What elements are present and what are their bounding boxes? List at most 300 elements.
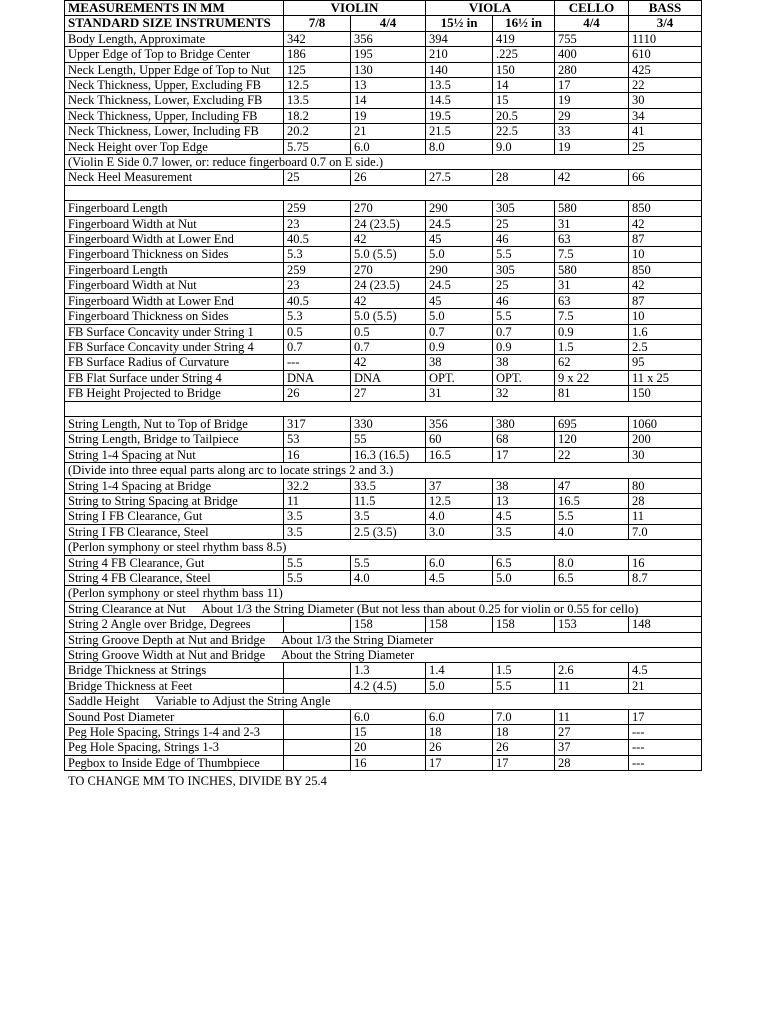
value-cell: 60 xyxy=(426,432,493,447)
value-cell: 4.2 (4.5) xyxy=(351,678,426,693)
row-label: Fingerboard Thickness on Sides xyxy=(65,247,284,262)
value-cell: 16 xyxy=(629,555,702,570)
row-label: Saddle Height xyxy=(68,694,140,709)
value-cell: 68 xyxy=(493,432,555,447)
value-cell: 7.5 xyxy=(555,247,629,262)
row-label: Neck Thickness, Upper, Excluding FB xyxy=(65,78,284,93)
value-cell: 29 xyxy=(555,108,629,123)
row-label: Neck Length, Upper Edge of Top to Nut xyxy=(65,62,284,77)
row-label: Upper Edge of Top to Bridge Center xyxy=(65,47,284,62)
value-cell: 80 xyxy=(629,478,702,493)
row-label: Fingerboard Thickness on Sides xyxy=(65,309,284,324)
value-cell: 42 xyxy=(555,170,629,185)
row-label: String 4 FB Clearance, Steel xyxy=(65,571,284,586)
value-cell: 0.7 xyxy=(284,339,351,354)
note-text: (Perlon symphony or steel rhythm bass 8.5) xyxy=(65,540,702,555)
table-row xyxy=(65,416,702,431)
value-cell: 4.0 xyxy=(555,524,629,539)
group-viola: VIOLA xyxy=(426,1,555,16)
value-cell: 0.7 xyxy=(493,324,555,339)
value-cell: 4.5 xyxy=(493,509,555,524)
row-label: FB Surface Concavity under String 4 xyxy=(65,339,284,354)
value-cell: 0.9 xyxy=(426,339,493,354)
value-cell: 12.5 xyxy=(284,78,351,93)
value-cell: 3.5 xyxy=(284,509,351,524)
table-body xyxy=(65,31,702,770)
value-cell: 95 xyxy=(629,355,702,370)
table-row xyxy=(65,725,702,740)
row-label: FB Surface Radius of Curvature xyxy=(65,355,284,370)
value-cell: 3.5 xyxy=(493,524,555,539)
value-cell: 32.2 xyxy=(284,478,351,493)
value-cell: 6.0 xyxy=(426,555,493,570)
group-cello: CELLO xyxy=(555,1,629,16)
table-row xyxy=(65,755,702,770)
value-cell: 153 xyxy=(555,617,629,632)
row-label: Fingerboard Width at Nut xyxy=(65,216,284,231)
value-cell: 26 xyxy=(284,386,351,401)
table-row xyxy=(65,355,702,370)
value-cell: 2.5 xyxy=(629,339,702,354)
value-cell: 6.5 xyxy=(493,555,555,570)
value-cell: 342 xyxy=(284,31,351,46)
table-row xyxy=(65,93,702,108)
blank-row xyxy=(65,401,702,416)
value-cell: 7.0 xyxy=(493,709,555,724)
value-cell: 7.0 xyxy=(629,524,702,539)
value-cell: 158 xyxy=(351,617,426,632)
value-cell: 125 xyxy=(284,62,351,77)
value-cell: 47 xyxy=(555,478,629,493)
value-cell: 394 xyxy=(426,31,493,46)
blank-row xyxy=(65,185,702,200)
table-row xyxy=(65,432,702,447)
table-row xyxy=(65,124,702,139)
value-cell: 9 x 22 xyxy=(555,370,629,385)
note-cell xyxy=(65,694,702,709)
note-row xyxy=(65,540,702,555)
value-cell: 66 xyxy=(629,170,702,185)
value-cell: 11.5 xyxy=(351,493,426,508)
table-row xyxy=(65,709,702,724)
value-cell: 5.0 (5.5) xyxy=(351,247,426,262)
table-row xyxy=(65,740,702,755)
value-cell: 330 xyxy=(351,416,426,431)
value-cell: 22.5 xyxy=(493,124,555,139)
size-cello-4-4: 4/4 xyxy=(555,16,629,31)
value-cell: 33.5 xyxy=(351,478,426,493)
table-row xyxy=(65,139,702,154)
value-cell: 19 xyxy=(555,93,629,108)
note-row xyxy=(65,648,702,663)
value-cell: 40.5 xyxy=(284,232,351,247)
header-row-sizes xyxy=(65,16,702,31)
note-cell xyxy=(65,632,702,647)
row-label: Neck Heel Measurement xyxy=(65,170,284,185)
value-cell: 28 xyxy=(629,493,702,508)
value-cell: 356 xyxy=(351,31,426,46)
table-row xyxy=(65,62,702,77)
note-row xyxy=(65,586,702,601)
value-cell: 25 xyxy=(493,216,555,231)
value-cell: 1.3 xyxy=(351,663,426,678)
table-row xyxy=(65,201,702,216)
size-viola-15: 15½ in xyxy=(426,16,493,31)
value-cell: 4.0 xyxy=(426,509,493,524)
value-cell: 5.0 xyxy=(426,309,493,324)
row-label: String to String Spacing at Bridge xyxy=(65,493,284,508)
value-cell: 200 xyxy=(629,432,702,447)
value-cell: 8.7 xyxy=(629,571,702,586)
value-cell: 130 xyxy=(351,62,426,77)
value-cell: 42 xyxy=(351,293,426,308)
value-cell: 28 xyxy=(555,755,629,770)
value-cell: 17 xyxy=(493,755,555,770)
value-cell: 30 xyxy=(629,447,702,462)
value-cell: DNA xyxy=(351,370,426,385)
value-cell: 3.0 xyxy=(426,524,493,539)
table-row xyxy=(65,216,702,231)
note-text: (Violin E Side 0.7 lower, or: reduce fingerboard 0.7 on E side.) xyxy=(65,155,702,170)
value-cell: 6.5 xyxy=(555,571,629,586)
header-row-groups xyxy=(65,1,702,16)
value-cell: --- xyxy=(629,755,702,770)
value-cell: 1.5 xyxy=(555,339,629,354)
value-cell: 18 xyxy=(493,725,555,740)
value-cell: 11 xyxy=(284,493,351,508)
value-cell: 148 xyxy=(629,617,702,632)
value-cell: --- xyxy=(629,740,702,755)
value-cell: 850 xyxy=(629,262,702,277)
table-row xyxy=(65,678,702,693)
value-cell xyxy=(284,755,351,770)
value-cell: 31 xyxy=(555,216,629,231)
table-row xyxy=(65,170,702,185)
row-label: FB Surface Concavity under String 1 xyxy=(65,324,284,339)
value-cell: 695 xyxy=(555,416,629,431)
value-cell: 45 xyxy=(426,293,493,308)
value-cell: 14 xyxy=(493,78,555,93)
value-cell: 259 xyxy=(284,262,351,277)
value-cell: 18 xyxy=(426,725,493,740)
row-label: Fingerboard Width at Lower End xyxy=(65,232,284,247)
note-text: (Divide into three equal parts along arc to locate strings 2 and 3.) xyxy=(65,463,702,478)
value-cell: 9.0 xyxy=(493,139,555,154)
value-cell: 8.0 xyxy=(555,555,629,570)
value-cell: 21 xyxy=(351,124,426,139)
row-label: Neck Thickness, Lower, Excluding FB xyxy=(65,93,284,108)
value-cell: 81 xyxy=(555,386,629,401)
value-cell: 32 xyxy=(493,386,555,401)
row-label: Pegbox to Inside Edge of Thumbpiece xyxy=(65,755,284,770)
value-cell: 19 xyxy=(351,108,426,123)
note-cell xyxy=(65,648,702,663)
row-label: FB Height Projected to Bridge xyxy=(65,386,284,401)
value-cell: 5.0 xyxy=(493,571,555,586)
value-cell: 19.5 xyxy=(426,108,493,123)
row-label: String I FB Clearance, Steel xyxy=(65,524,284,539)
value-cell: 20 xyxy=(351,740,426,755)
row-label: Fingerboard Width at Nut xyxy=(65,278,284,293)
table-row xyxy=(65,524,702,539)
value-cell: 38 xyxy=(493,355,555,370)
value-cell: 11 xyxy=(555,678,629,693)
table-row xyxy=(65,293,702,308)
value-cell: OPT. xyxy=(493,370,555,385)
table-row xyxy=(65,108,702,123)
value-cell: 5.75 xyxy=(284,139,351,154)
note-cell xyxy=(65,601,702,616)
value-cell xyxy=(284,709,351,724)
value-cell: 10 xyxy=(629,247,702,262)
value-cell: 210 xyxy=(426,47,493,62)
value-cell: 21.5 xyxy=(426,124,493,139)
value-cell: 5.0 (5.5) xyxy=(351,309,426,324)
table-subtitle: STANDARD SIZE INSTRUMENTS xyxy=(65,16,284,31)
value-cell: 25 xyxy=(284,170,351,185)
value-cell: 40.5 xyxy=(284,293,351,308)
table-row xyxy=(65,247,702,262)
row-label: Fingerboard Width at Lower End xyxy=(65,293,284,308)
row-label: String Groove Depth at Nut and Bridge xyxy=(68,632,266,647)
value-cell: 15 xyxy=(493,93,555,108)
row-label: String Clearance at Nut xyxy=(68,601,186,616)
row-label: String 1-4 Spacing at Bridge xyxy=(65,478,284,493)
note-row xyxy=(65,694,702,709)
row-label: FB Flat Surface under String 4 xyxy=(65,370,284,385)
value-cell: 14.5 xyxy=(426,93,493,108)
table-row xyxy=(65,663,702,678)
value-cell: 42 xyxy=(351,232,426,247)
row-label: Neck Height over Top Edge xyxy=(65,139,284,154)
value-cell: 26 xyxy=(351,170,426,185)
value-cell: 120 xyxy=(555,432,629,447)
value-cell: 15 xyxy=(351,725,426,740)
value-cell: 22 xyxy=(555,447,629,462)
value-cell: 5.5 xyxy=(284,555,351,570)
table-row xyxy=(65,555,702,570)
value-cell: 0.7 xyxy=(351,339,426,354)
value-cell: 755 xyxy=(555,31,629,46)
value-cell: 270 xyxy=(351,262,426,277)
value-cell: 27 xyxy=(351,386,426,401)
value-cell: 5.5 xyxy=(555,509,629,524)
row-label: String Length, Nut to Top of Bridge xyxy=(65,416,284,431)
value-cell: 30 xyxy=(629,93,702,108)
row-label: Bridge Thickness at Feet xyxy=(65,678,284,693)
value-cell: 150 xyxy=(629,386,702,401)
value-cell: 17 xyxy=(629,709,702,724)
value-cell: 20.5 xyxy=(493,108,555,123)
note-text: About 1/3 the String Diameter (But not less than about 0.25 for violin or 0.55 for cello) xyxy=(201,601,639,616)
value-cell: --- xyxy=(629,725,702,740)
table-row xyxy=(65,493,702,508)
value-cell: 5.3 xyxy=(284,247,351,262)
value-cell: 0.9 xyxy=(493,339,555,354)
value-cell: 46 xyxy=(493,232,555,247)
value-cell: 259 xyxy=(284,201,351,216)
value-cell: 186 xyxy=(284,47,351,62)
value-cell: 16.3 (16.5) xyxy=(351,447,426,462)
value-cell: 305 xyxy=(493,262,555,277)
value-cell: 150 xyxy=(493,62,555,77)
measurements-sheet xyxy=(64,0,701,771)
value-cell: 37 xyxy=(555,740,629,755)
value-cell: 425 xyxy=(629,62,702,77)
value-cell: 4.5 xyxy=(629,663,702,678)
value-cell: 25 xyxy=(629,139,702,154)
value-cell: 62 xyxy=(555,355,629,370)
value-cell: 38 xyxy=(426,355,493,370)
value-cell: 42 xyxy=(351,355,426,370)
value-cell: 5.5 xyxy=(493,309,555,324)
value-cell: 158 xyxy=(426,617,493,632)
value-cell: 5.0 xyxy=(426,247,493,262)
blank-cell xyxy=(65,185,702,200)
value-cell: 1.4 xyxy=(426,663,493,678)
value-cell: 87 xyxy=(629,232,702,247)
value-cell: DNA xyxy=(284,370,351,385)
value-cell: 5.5 xyxy=(284,571,351,586)
value-cell: 1110 xyxy=(629,31,702,46)
table-row xyxy=(65,617,702,632)
value-cell: 41 xyxy=(629,124,702,139)
group-bass: BASS xyxy=(629,1,702,16)
value-cell: 3.5 xyxy=(284,524,351,539)
row-label: Peg Hole Spacing, Strings 1-3 xyxy=(65,740,284,755)
value-cell: 33 xyxy=(555,124,629,139)
value-cell: 27.5 xyxy=(426,170,493,185)
value-cell: 5.5 xyxy=(351,555,426,570)
value-cell: 1060 xyxy=(629,416,702,431)
value-cell: 0.9 xyxy=(555,324,629,339)
value-cell: 2.5 (3.5) xyxy=(351,524,426,539)
value-cell: 18.2 xyxy=(284,108,351,123)
value-cell: 24 (23.5) xyxy=(351,216,426,231)
value-cell: 419 xyxy=(493,31,555,46)
value-cell: 42 xyxy=(629,278,702,293)
value-cell: --- xyxy=(284,355,351,370)
value-cell: 22 xyxy=(629,78,702,93)
row-label: String 4 FB Clearance, Gut xyxy=(65,555,284,570)
value-cell: 26 xyxy=(426,740,493,755)
table-row xyxy=(65,324,702,339)
value-cell: 195 xyxy=(351,47,426,62)
value-cell: 140 xyxy=(426,62,493,77)
value-cell: 34 xyxy=(629,108,702,123)
value-cell: 16.5 xyxy=(555,493,629,508)
value-cell: 4.5 xyxy=(426,571,493,586)
value-cell: 11 xyxy=(555,709,629,724)
table-row xyxy=(65,309,702,324)
table-row xyxy=(65,478,702,493)
note-text: About the String Diameter xyxy=(281,648,415,663)
row-label: Neck Thickness, Upper, Including FB xyxy=(65,108,284,123)
value-cell xyxy=(284,678,351,693)
value-cell: 25 xyxy=(493,278,555,293)
note-text: (Perlon symphony or steel rhythm bass 11) xyxy=(65,586,702,601)
value-cell: 5.5 xyxy=(493,247,555,262)
value-cell: 1.5 xyxy=(493,663,555,678)
value-cell: 63 xyxy=(555,293,629,308)
value-cell: 158 xyxy=(493,617,555,632)
value-cell: 356 xyxy=(426,416,493,431)
value-cell: 21 xyxy=(629,678,702,693)
value-cell: 290 xyxy=(426,262,493,277)
table-row xyxy=(65,278,702,293)
note-row xyxy=(65,463,702,478)
value-cell: 24.5 xyxy=(426,278,493,293)
value-cell: 11 x 25 xyxy=(629,370,702,385)
table-row xyxy=(65,31,702,46)
value-cell: 380 xyxy=(493,416,555,431)
value-cell: 53 xyxy=(284,432,351,447)
value-cell: 10 xyxy=(629,309,702,324)
row-label: String I FB Clearance, Gut xyxy=(65,509,284,524)
value-cell: 28 xyxy=(493,170,555,185)
value-cell: 63 xyxy=(555,232,629,247)
value-cell: 6.0 xyxy=(426,709,493,724)
value-cell: 14 xyxy=(351,93,426,108)
value-cell: 23 xyxy=(284,278,351,293)
row-label: String 1-4 Spacing at Nut xyxy=(65,447,284,462)
value-cell: 13 xyxy=(493,493,555,508)
size-viola-16: 16½ in xyxy=(493,16,555,31)
note-row xyxy=(65,601,702,616)
value-cell: 0.5 xyxy=(284,324,351,339)
size-bass-3-4: 3/4 xyxy=(629,16,702,31)
value-cell: 6.0 xyxy=(351,139,426,154)
row-label: String Groove Width at Nut and Bridge xyxy=(68,648,266,663)
value-cell: 17 xyxy=(493,447,555,462)
value-cell xyxy=(284,725,351,740)
value-cell: 19 xyxy=(555,139,629,154)
value-cell: 290 xyxy=(426,201,493,216)
value-cell: 27 xyxy=(555,725,629,740)
value-cell: 5.3 xyxy=(284,309,351,324)
value-cell: 400 xyxy=(555,47,629,62)
row-label: Peg Hole Spacing, Strings 1-4 and 2-3 xyxy=(65,725,284,740)
value-cell: 26 xyxy=(493,740,555,755)
value-cell: 5.0 xyxy=(426,678,493,693)
value-cell: 31 xyxy=(555,278,629,293)
table-row xyxy=(65,47,702,62)
value-cell: .225 xyxy=(493,47,555,62)
note-text: About 1/3 the String Diameter xyxy=(281,632,434,647)
value-cell: 12.5 xyxy=(426,493,493,508)
row-label: String 2 Angle over Bridge, Degrees xyxy=(65,617,284,632)
value-cell: 0.7 xyxy=(426,324,493,339)
value-cell: 7.5 xyxy=(555,309,629,324)
measurements-table xyxy=(64,0,702,771)
value-cell: 55 xyxy=(351,432,426,447)
value-cell: 17 xyxy=(555,78,629,93)
group-violin: VIOLIN xyxy=(284,1,426,16)
value-cell: 45 xyxy=(426,232,493,247)
row-label: Fingerboard Length xyxy=(65,262,284,277)
value-cell: 16 xyxy=(351,755,426,770)
value-cell: 13.5 xyxy=(426,78,493,93)
table-row xyxy=(65,386,702,401)
row-label: Body Length, Approximate xyxy=(65,31,284,46)
value-cell: 38 xyxy=(493,478,555,493)
note-row xyxy=(65,632,702,647)
value-cell: 270 xyxy=(351,201,426,216)
value-cell: 5.5 xyxy=(493,678,555,693)
table-row xyxy=(65,370,702,385)
table-row xyxy=(65,509,702,524)
value-cell: 16 xyxy=(284,447,351,462)
